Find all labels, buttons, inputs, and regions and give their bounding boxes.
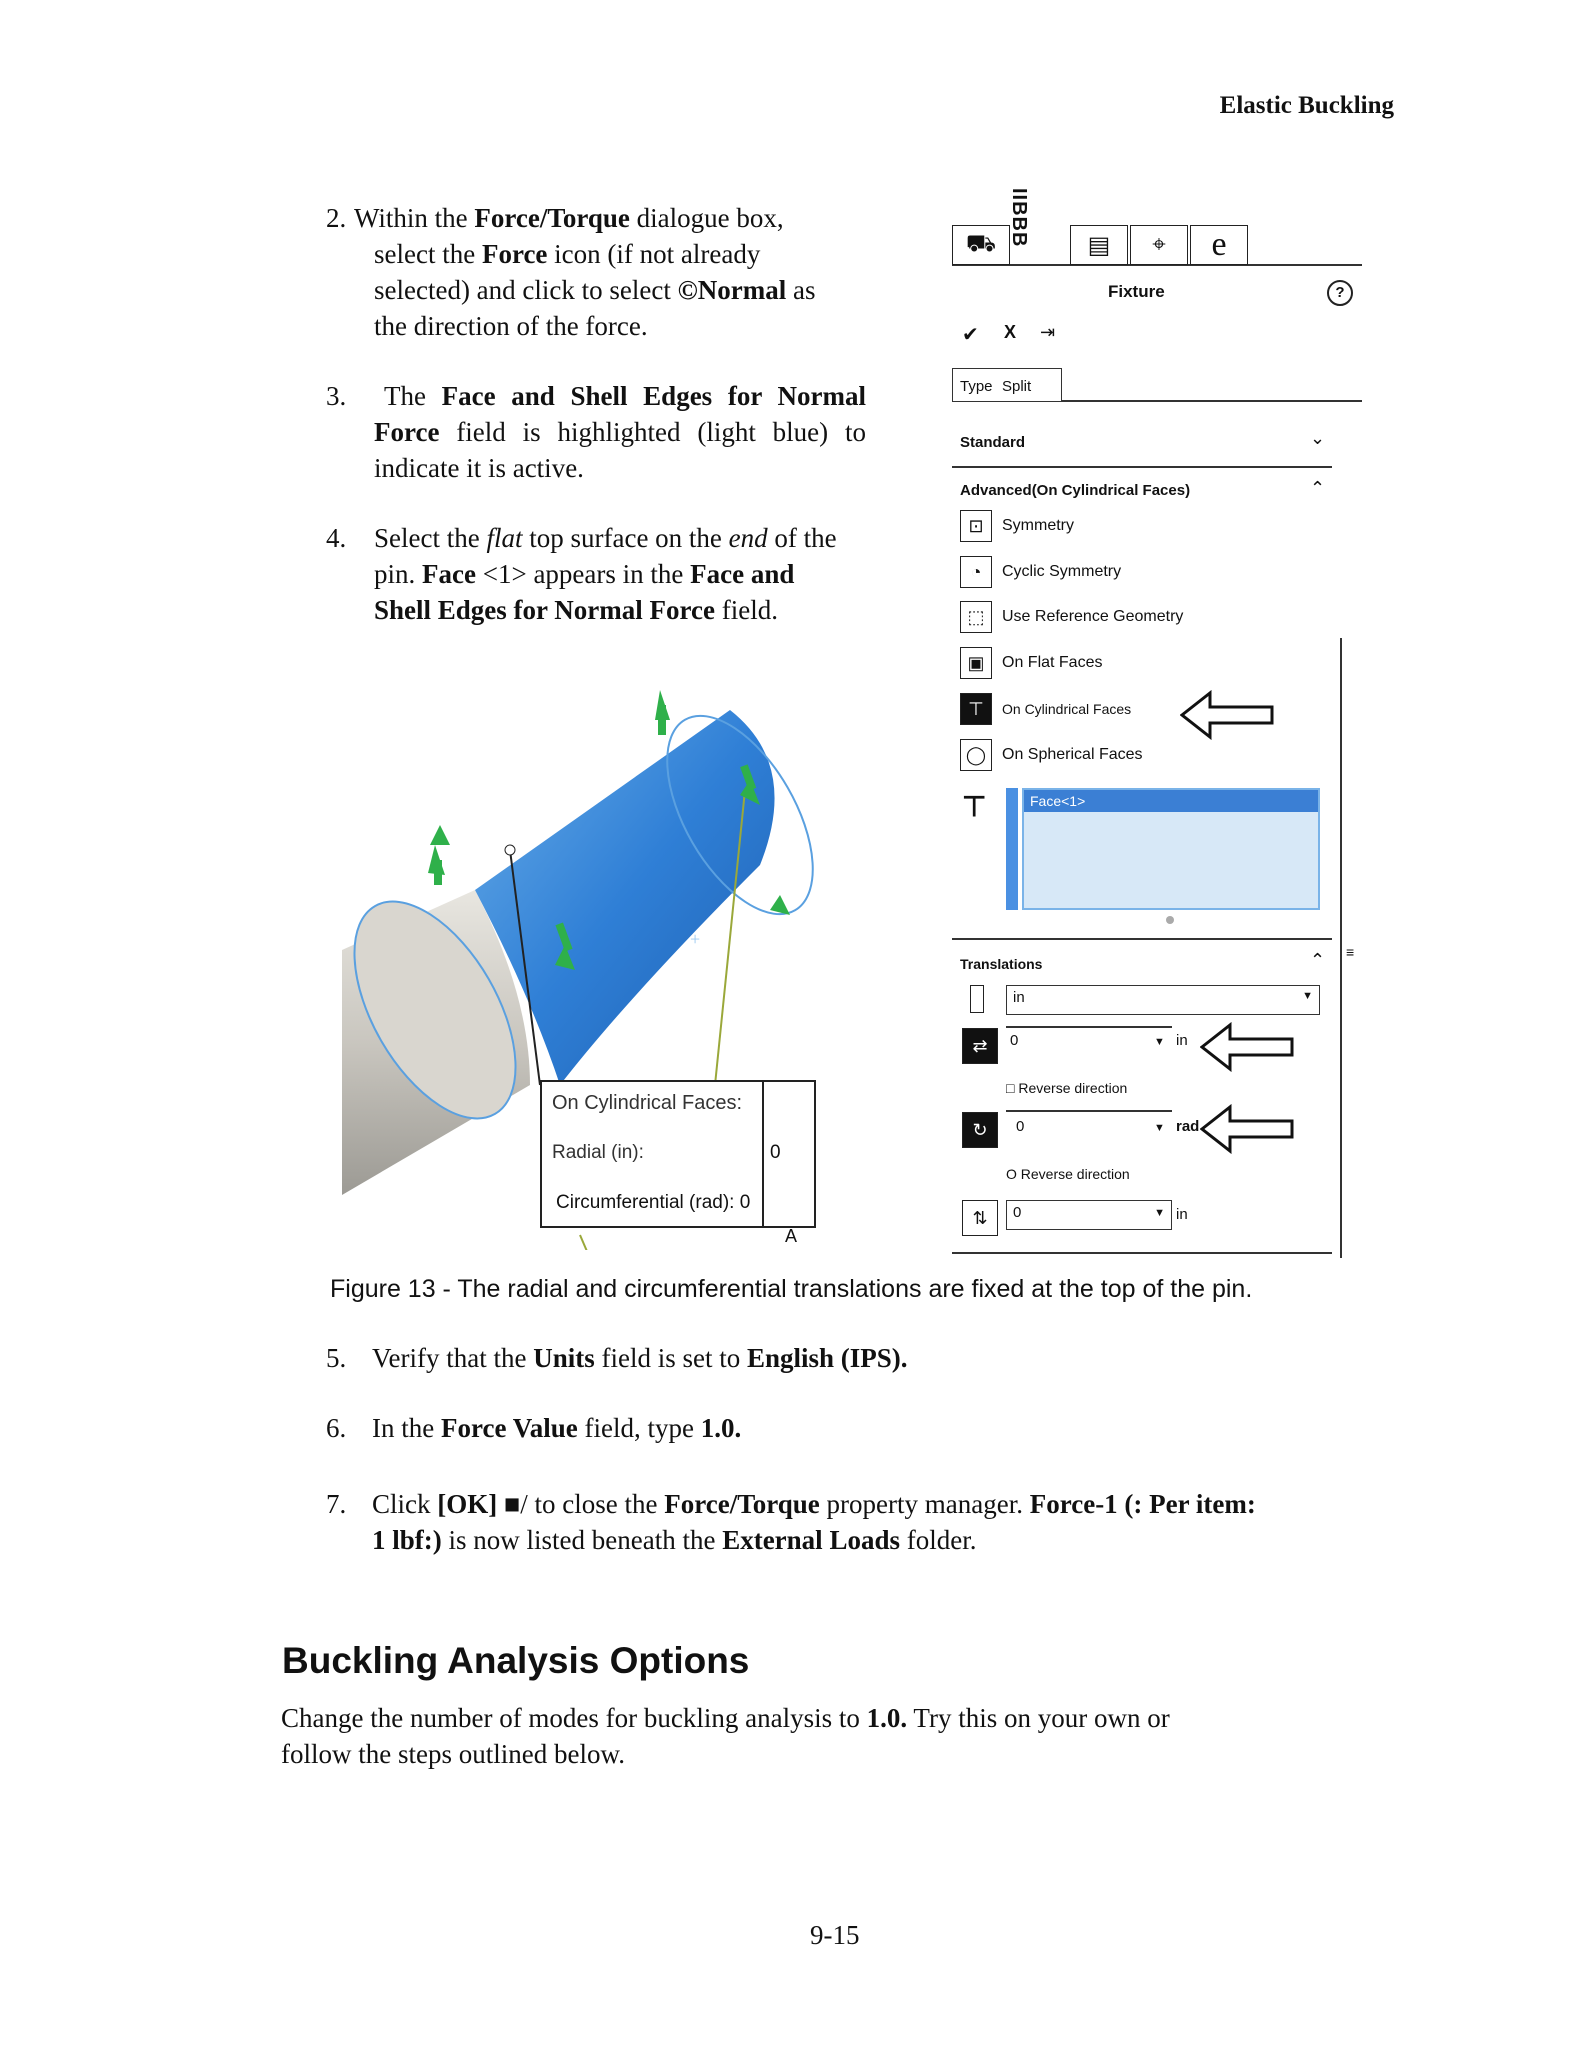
text-run: folder.	[899, 1525, 977, 1555]
text-run: Force-1 (: Per item:	[1029, 1489, 1256, 1519]
step-line	[374, 414, 866, 450]
option-label: Use Reference Geometry	[1002, 608, 1184, 625]
step-number: 4.	[326, 523, 347, 553]
symmetry-icon[interactable]: ⊡	[960, 510, 992, 542]
text-run: In the	[372, 1413, 441, 1443]
standard-group-label[interactable]: Standard	[960, 434, 1026, 451]
arrow-radial	[1200, 1022, 1296, 1072]
toolbar-feature-icon[interactable]: ⛟	[952, 225, 1010, 265]
cylindrical-faces-icon[interactable]: ⊤	[960, 693, 992, 725]
circumferential-translation-icon[interactable]: ↻	[962, 1112, 998, 1148]
text-run: Shell Edges for Normal Force	[374, 595, 715, 625]
units-dropdown[interactable]: in ▼	[1006, 985, 1320, 1015]
text-run: top surface on the	[522, 523, 729, 553]
text-run: Force	[374, 417, 440, 447]
face-selection-icon: ⊤	[962, 791, 987, 822]
step-line	[384, 378, 866, 414]
text-run: dialogue box,	[629, 203, 784, 233]
radial-translation-icon[interactable]: ⇄	[962, 1028, 998, 1064]
option-spherical-faces[interactable]	[960, 739, 1143, 771]
units-icon	[970, 985, 984, 1013]
callout-title: On Cylindrical Faces:	[552, 1092, 743, 1114]
callout-radial-label: Radial (in):	[552, 1142, 644, 1163]
step-line	[372, 1486, 1256, 1522]
step-number: 2.	[326, 203, 347, 233]
text-run: pin.	[374, 559, 423, 589]
toolbar-property-icon[interactable]: ▤	[1070, 225, 1128, 265]
text-run: Within the	[354, 203, 475, 233]
text-run: is now listed beneath the	[441, 1525, 723, 1555]
paragraph-line	[281, 1736, 1281, 1772]
step-number: 3.	[326, 381, 347, 411]
step-line	[374, 450, 866, 486]
text-run: field is highlighted (light blue) to	[439, 417, 866, 447]
radial-unit: in	[1176, 1032, 1188, 1049]
text-run: ©Normal	[677, 275, 787, 305]
callout-circumferential: Circumferential (rad): 0	[556, 1192, 751, 1213]
text-run: External Loads	[722, 1525, 900, 1555]
text-run: field, type	[577, 1413, 701, 1443]
reference-geometry-icon[interactable]: ⬚	[960, 601, 992, 633]
text-run: ■/ to close the	[497, 1489, 665, 1519]
text-run: English (IPS).	[746, 1343, 908, 1373]
page-number: 9-15	[810, 1920, 860, 1950]
face-selection-list[interactable]	[1022, 788, 1320, 910]
option-label: On Flat Faces	[1002, 654, 1103, 671]
text-run: selected) and click to select	[374, 275, 678, 305]
step-line	[354, 200, 784, 236]
split-tab-label[interactable]: Split	[1002, 378, 1032, 395]
circumferential-unit: rad	[1176, 1118, 1200, 1135]
axial-input[interactable]: 0 ▼	[1006, 1200, 1172, 1230]
text-run: Force	[481, 239, 548, 269]
text-run: 1.0.	[866, 1703, 908, 1733]
text-run: Change the number of modes for buckling analysis to	[281, 1703, 867, 1733]
option-label: Cyclic Symmetry	[1002, 563, 1122, 580]
option-label: On Cylindrical Faces	[1002, 701, 1132, 717]
option-cyclic-symmetry[interactable]	[960, 556, 1121, 588]
option-flat-faces[interactable]	[960, 647, 1102, 679]
text-run: Force/Torque	[474, 203, 630, 233]
text-run: select the	[374, 239, 482, 269]
step-line	[372, 1522, 976, 1558]
text-run: [OK]	[437, 1489, 498, 1519]
rotated-tab-text: IIBBB	[1008, 188, 1030, 248]
cancel-x-icon[interactable]: X	[1004, 322, 1017, 342]
axial-unit: in	[1176, 1206, 1188, 1223]
help-icon[interactable]: ?	[1327, 280, 1353, 306]
text-run: Face and	[690, 559, 795, 589]
option-label: Symmetry	[1002, 517, 1074, 534]
paragraph-line	[281, 1700, 1281, 1736]
step-line	[372, 1410, 741, 1446]
toolbar-target-icon[interactable]: ⌖	[1130, 225, 1188, 265]
text-run: Force/Torque	[664, 1489, 820, 1519]
toolbar-appearance-icon[interactable]: e	[1190, 225, 1248, 265]
figure-caption: Figure 13 - The radial and circumferential translations are fixed at the top of the pin.	[330, 1275, 1253, 1303]
step-line	[372, 1340, 908, 1376]
spherical-faces-icon[interactable]: ◯	[960, 739, 992, 771]
text-run: Units	[533, 1343, 595, 1373]
text-run: end	[728, 523, 768, 553]
flat-faces-icon[interactable]: ▣	[960, 647, 992, 679]
text-run: 1.0.	[700, 1413, 742, 1443]
text-run: Select the	[374, 523, 487, 553]
step-line	[374, 236, 760, 272]
svg-text:+: +	[690, 929, 701, 949]
text-run: Click	[372, 1489, 438, 1519]
type-tab-label: Type	[960, 378, 993, 395]
running-header: Elastic Buckling	[1219, 92, 1394, 119]
arrow-circumferential	[1200, 1104, 1296, 1154]
step-line	[374, 520, 837, 556]
ok-checkmark-icon[interactable]: ✔	[962, 324, 979, 346]
text-run: field is set to	[594, 1343, 747, 1373]
text-run: the direction of the force.	[374, 311, 648, 341]
option-reference-geometry[interactable]	[960, 601, 1183, 633]
option-symmetry[interactable]	[960, 510, 1074, 542]
step-line	[374, 308, 648, 344]
text-run: Face	[422, 559, 476, 589]
chevron-up-icon[interactable]: ⌃	[1310, 950, 1326, 970]
axial-translation-icon[interactable]: ⇅	[962, 1200, 998, 1236]
text-run: Verify that the	[372, 1343, 534, 1373]
circumferential-input[interactable]: 0	[1016, 1118, 1025, 1135]
text-run: Try this on your own or	[907, 1703, 1170, 1733]
text-run: 1 lbf:)	[372, 1525, 442, 1555]
translations-group-label[interactable]: Translations	[960, 956, 1043, 972]
text-run: <1> appears in the	[475, 559, 691, 589]
step-line	[374, 272, 816, 308]
reverse-direction-1[interactable]: □ Reverse direction	[1006, 1080, 1128, 1096]
panel-title: Fixture	[1108, 282, 1165, 301]
text-run: The	[384, 381, 442, 411]
section-paragraph	[281, 1700, 1281, 1772]
radial-input[interactable]: 0	[1010, 1032, 1019, 1049]
step-line	[374, 592, 778, 628]
text-run: Face and Shell Edges for Normal	[441, 381, 866, 411]
fixture-callout	[540, 1080, 816, 1228]
text-run: Force Value	[440, 1413, 578, 1443]
cyclic-symmetry-icon[interactable]: ◔	[960, 556, 992, 588]
text-run: indicate it is active.	[374, 453, 584, 483]
section-heading: Buckling Analysis Options	[282, 1640, 750, 1681]
option-label: On Spherical Faces	[1002, 746, 1143, 763]
chevron-down-icon[interactable]: ⌄	[1310, 428, 1326, 448]
text-run: as	[786, 275, 816, 305]
pin-icon[interactable]: ⇥	[1040, 322, 1056, 342]
text-run: field.	[714, 595, 778, 625]
arrow-cylindrical-faces	[1180, 690, 1276, 740]
text-run: icon (if not already	[547, 239, 761, 269]
text-run: property manager.	[819, 1489, 1030, 1519]
step-number: 7.	[326, 1489, 347, 1519]
reverse-direction-2[interactable]: O Reverse direction	[1006, 1166, 1130, 1182]
step-number: 5.	[326, 1343, 347, 1373]
callout-marker: A	[785, 1226, 798, 1246]
option-cylindrical-faces[interactable]	[960, 693, 1131, 725]
step-number: 6.	[326, 1413, 347, 1443]
text-run: flat	[486, 523, 523, 553]
face-list-item[interactable]: Face<1>	[1024, 790, 1318, 812]
text-run: follow the steps outlined below.	[281, 1739, 625, 1769]
chevron-up-icon[interactable]: ⌃	[1310, 478, 1326, 498]
text-run: of the	[767, 523, 837, 553]
callout-radial-value: 0	[770, 1142, 781, 1163]
advanced-group-label[interactable]: Advanced(On Cylindrical Faces)	[960, 482, 1191, 499]
step-line	[374, 556, 794, 592]
